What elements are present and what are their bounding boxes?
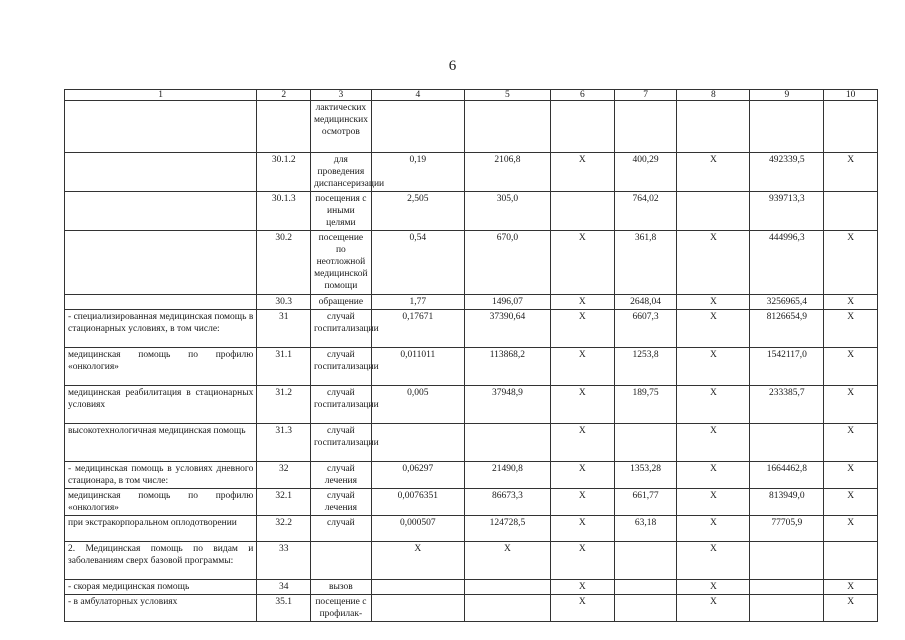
table-cell-col-9 xyxy=(750,101,824,153)
table-cell-col-2: 30.1.3 xyxy=(257,192,311,231)
table-cell-col-8: X xyxy=(677,424,750,462)
table-cell-col-7: 1253,8 xyxy=(614,348,677,386)
table-cell-col-4: 0,06297 xyxy=(371,462,464,489)
table-cell-col-7: 189,75 xyxy=(614,386,677,424)
table-cell-col-4 xyxy=(371,580,464,595)
column-number-cell: 2 xyxy=(257,90,311,101)
table-cell-col-4: 1,77 xyxy=(371,295,464,310)
table-cell-col-2: 30.1.2 xyxy=(257,153,311,192)
table-cell-col-4: 0,19 xyxy=(371,153,464,192)
table-cell-col-7 xyxy=(614,542,677,580)
table-cell-col-2: 31.3 xyxy=(257,424,311,462)
table-cell-col-4: 0,011011 xyxy=(371,348,464,386)
table-cell-col-9: 492339,5 xyxy=(750,153,824,192)
table-cell-col-5: 113868,2 xyxy=(464,348,550,386)
table-cell-col-8: X xyxy=(677,542,750,580)
table-cell-col-3: вызов xyxy=(311,580,372,595)
table-cell-col-2: 32.2 xyxy=(257,516,311,542)
table-row xyxy=(65,231,878,295)
table-cell-col-10: X xyxy=(824,580,878,595)
table-cell-col-9: 3256965,4 xyxy=(750,295,824,310)
table-cell-col-9 xyxy=(750,542,824,580)
table-cell-col-8: X xyxy=(677,310,750,348)
column-number-cell: 9 xyxy=(750,90,824,101)
column-number-cell: 1 xyxy=(65,90,257,101)
table-cell-col-6: X xyxy=(550,153,614,192)
table-cell-col-8: X xyxy=(677,348,750,386)
table-cell-col-5: 670,0 xyxy=(464,231,550,295)
table-cell-col-7 xyxy=(614,101,677,153)
table-cell-col-10: X xyxy=(824,595,878,622)
table-cell-col-1 xyxy=(65,192,257,231)
table-cell-col-6: X xyxy=(550,542,614,580)
table-cell-col-8: X xyxy=(677,386,750,424)
table-cell-col-4 xyxy=(371,595,464,622)
table-cell-col-2: 30.3 xyxy=(257,295,311,310)
table-cell-col-5: 37390,64 xyxy=(464,310,550,348)
table-cell-col-3: лактических медицинских осмотров xyxy=(311,101,372,153)
column-number-cell: 7 xyxy=(614,90,677,101)
table-cell-col-6: X xyxy=(550,489,614,516)
table-cell-col-10: X xyxy=(824,386,878,424)
column-number-cell: 6 xyxy=(550,90,614,101)
table-cell-col-10: X xyxy=(824,310,878,348)
table-row xyxy=(65,310,878,348)
table-row xyxy=(65,489,878,516)
table-cell-col-7 xyxy=(614,595,677,622)
table-row xyxy=(65,424,878,462)
table-cell-col-5 xyxy=(464,101,550,153)
table-cell-col-3 xyxy=(311,542,372,580)
table-cell-col-7: 1353,28 xyxy=(614,462,677,489)
table-cell-col-3: для проведения диспансеризации xyxy=(311,153,372,192)
table-cell-col-1: медицинская помощь по профилю «онкология» xyxy=(65,348,257,386)
table-cell-col-1: - специализированная медицинская помощь в стационарных условиях, в том числе: xyxy=(65,310,257,348)
table-cell-col-4: 0,54 xyxy=(371,231,464,295)
table-cell-col-4: 0,0076351 xyxy=(371,489,464,516)
table-cell-col-8: X xyxy=(677,580,750,595)
table-cell-col-6: X xyxy=(550,231,614,295)
table-cell-col-8: X xyxy=(677,153,750,192)
page-number: 6 xyxy=(448,58,457,74)
table-cell-col-2: 35.1 xyxy=(257,595,311,622)
table-cell-col-6: X xyxy=(550,516,614,542)
table-cell-col-1: - скорая медицинская помощь xyxy=(65,580,257,595)
table-cell-col-4: 0,000507 xyxy=(371,516,464,542)
table-cell-col-9 xyxy=(750,424,824,462)
table-cell-col-2: 34 xyxy=(257,580,311,595)
table-cell-col-5 xyxy=(464,580,550,595)
table-cell-col-5: 86673,3 xyxy=(464,489,550,516)
table-cell-col-10 xyxy=(824,101,878,153)
table-cell-col-2: 32 xyxy=(257,462,311,489)
table-cell-col-8: X xyxy=(677,462,750,489)
table-cell-col-2: 31 xyxy=(257,310,311,348)
table-cell-col-3: случай лечения xyxy=(311,462,372,489)
table-cell-col-5: X xyxy=(464,542,550,580)
table-cell-col-6: X xyxy=(550,595,614,622)
table-cell-col-1 xyxy=(65,153,257,192)
table-cell-col-6 xyxy=(550,192,614,231)
table-cell-col-10: X xyxy=(824,231,878,295)
table-cell-col-3: посещение по неотложной медицинской помощи xyxy=(311,231,372,295)
table-cell-col-9: 233385,7 xyxy=(750,386,824,424)
column-number-cell: 5 xyxy=(464,90,550,101)
table-cell-col-10: X xyxy=(824,462,878,489)
table-cell-col-8 xyxy=(677,192,750,231)
table-cell-col-10: X xyxy=(824,295,878,310)
table-row xyxy=(65,580,878,595)
table-row xyxy=(65,386,878,424)
table-cell-col-2: 32.1 xyxy=(257,489,311,516)
table-cell-col-8: X xyxy=(677,489,750,516)
table-cell-col-6: X xyxy=(550,295,614,310)
table-cell-col-9: 8126654,9 xyxy=(750,310,824,348)
table-cell-col-6: X xyxy=(550,348,614,386)
table-cell-col-7: 764,02 xyxy=(614,192,677,231)
table-cell-col-2: 33 xyxy=(257,542,311,580)
table-cell-col-5: 1496,07 xyxy=(464,295,550,310)
table-cell-col-1: - медицинская помощь в условиях дневного стационара, в том числе: xyxy=(65,462,257,489)
table-cell-col-4: 2,505 xyxy=(371,192,464,231)
table-cell-col-2: 31.2 xyxy=(257,386,311,424)
table-cell-col-2: 31.1 xyxy=(257,348,311,386)
table-cell-col-10 xyxy=(824,542,878,580)
table-cell-col-9 xyxy=(750,595,824,622)
table-cell-col-9 xyxy=(750,580,824,595)
table-cell-col-9: 77705,9 xyxy=(750,516,824,542)
table-row xyxy=(65,462,878,489)
table-cell-col-1 xyxy=(65,295,257,310)
table-cell-col-3: случай xyxy=(311,516,372,542)
column-number-row xyxy=(65,90,878,101)
table-cell-col-1: медицинская реабилитация в стационарных условиях xyxy=(65,386,257,424)
table-cell-col-7: 361,8 xyxy=(614,231,677,295)
table-cell-col-2: 30.2 xyxy=(257,231,311,295)
table-cell-col-10: X xyxy=(824,489,878,516)
table-cell-col-3: посещение с профилак- xyxy=(311,595,372,622)
table-cell-col-4: X xyxy=(371,542,464,580)
table-cell-col-1: при экстракорпоральном оплодотворении xyxy=(65,516,257,542)
table-cell-col-8: X xyxy=(677,295,750,310)
table-cell-col-2 xyxy=(257,101,311,153)
table-cell-col-6: X xyxy=(550,580,614,595)
column-number-cell: 4 xyxy=(371,90,464,101)
table-cell-col-9: 444996,3 xyxy=(750,231,824,295)
table-cell-col-3: случай госпитализации xyxy=(311,348,372,386)
table-row xyxy=(65,348,878,386)
table-cell-col-5: 21490,8 xyxy=(464,462,550,489)
column-number-cell: 3 xyxy=(311,90,372,101)
table-cell-col-1 xyxy=(65,101,257,153)
table-cell-col-8: X xyxy=(677,231,750,295)
table-cell-col-9: 1542117,0 xyxy=(750,348,824,386)
table-cell-col-6: X xyxy=(550,310,614,348)
table-cell-col-1: 2. Медицинская помощь по видам и заболеваниям сверх базовой программы: xyxy=(65,542,257,580)
table-cell-col-5: 305,0 xyxy=(464,192,550,231)
table-cell-col-3: случай госпитализации xyxy=(311,310,372,348)
table-cell-col-3: обращение xyxy=(311,295,372,310)
table-cell-col-5 xyxy=(464,424,550,462)
table-cell-col-6: X xyxy=(550,424,614,462)
table-cell-col-7 xyxy=(614,580,677,595)
table-cell-col-1: медицинская помощь по профилю «онкология» xyxy=(65,489,257,516)
table-cell-col-4 xyxy=(371,101,464,153)
table-cell-col-7 xyxy=(614,424,677,462)
table-cell-col-10: X xyxy=(824,424,878,462)
volume-cost-table xyxy=(64,89,878,622)
table-cell-col-5: 2106,8 xyxy=(464,153,550,192)
table-row xyxy=(65,192,878,231)
table-cell-col-3: случай госпитализации xyxy=(311,386,372,424)
table-cell-col-5 xyxy=(464,595,550,622)
table-cell-col-3: случай госпитализации xyxy=(311,424,372,462)
table-cell-col-4 xyxy=(371,424,464,462)
table-cell-col-10: X xyxy=(824,516,878,542)
table-cell-col-5: 124728,5 xyxy=(464,516,550,542)
table-row xyxy=(65,516,878,542)
table-cell-col-8: X xyxy=(677,595,750,622)
table-row xyxy=(65,595,878,622)
table-cell-col-10 xyxy=(824,192,878,231)
table-cell-col-6: X xyxy=(550,462,614,489)
table-cell-col-3: посещения с иными целями xyxy=(311,192,372,231)
table-cell-col-9: 939713,3 xyxy=(750,192,824,231)
table-cell-col-7: 2648,04 xyxy=(614,295,677,310)
table-cell-col-1: - в амбулаторных условиях xyxy=(65,595,257,622)
table-cell-col-4: 0,005 xyxy=(371,386,464,424)
table-row xyxy=(65,295,878,310)
table-cell-col-6: X xyxy=(550,386,614,424)
column-number-cell: 8 xyxy=(677,90,750,101)
table-cell-col-7: 400,29 xyxy=(614,153,677,192)
column-number-cell: 10 xyxy=(824,90,878,101)
table-row xyxy=(65,153,878,192)
table-cell-col-1 xyxy=(65,231,257,295)
table-cell-col-3: случай лечения xyxy=(311,489,372,516)
table-cell-col-7: 661,77 xyxy=(614,489,677,516)
table-cell-col-7: 63,18 xyxy=(614,516,677,542)
table-cell-col-6 xyxy=(550,101,614,153)
table-cell-col-9: 813949,0 xyxy=(750,489,824,516)
table-cell-col-5: 37948,9 xyxy=(464,386,550,424)
table-cell-col-7: 6607,3 xyxy=(614,310,677,348)
table-row xyxy=(65,542,878,580)
table-cell-col-9: 1664462,8 xyxy=(750,462,824,489)
table-cell-col-8 xyxy=(677,101,750,153)
table-row xyxy=(65,101,878,153)
table-cell-col-1: высокотехнологичная медицинская помощь xyxy=(65,424,257,462)
table-cell-col-10: X xyxy=(824,348,878,386)
table-cell-col-4: 0,17671 xyxy=(371,310,464,348)
table-cell-col-8: X xyxy=(677,516,750,542)
table-cell-col-10: X xyxy=(824,153,878,192)
